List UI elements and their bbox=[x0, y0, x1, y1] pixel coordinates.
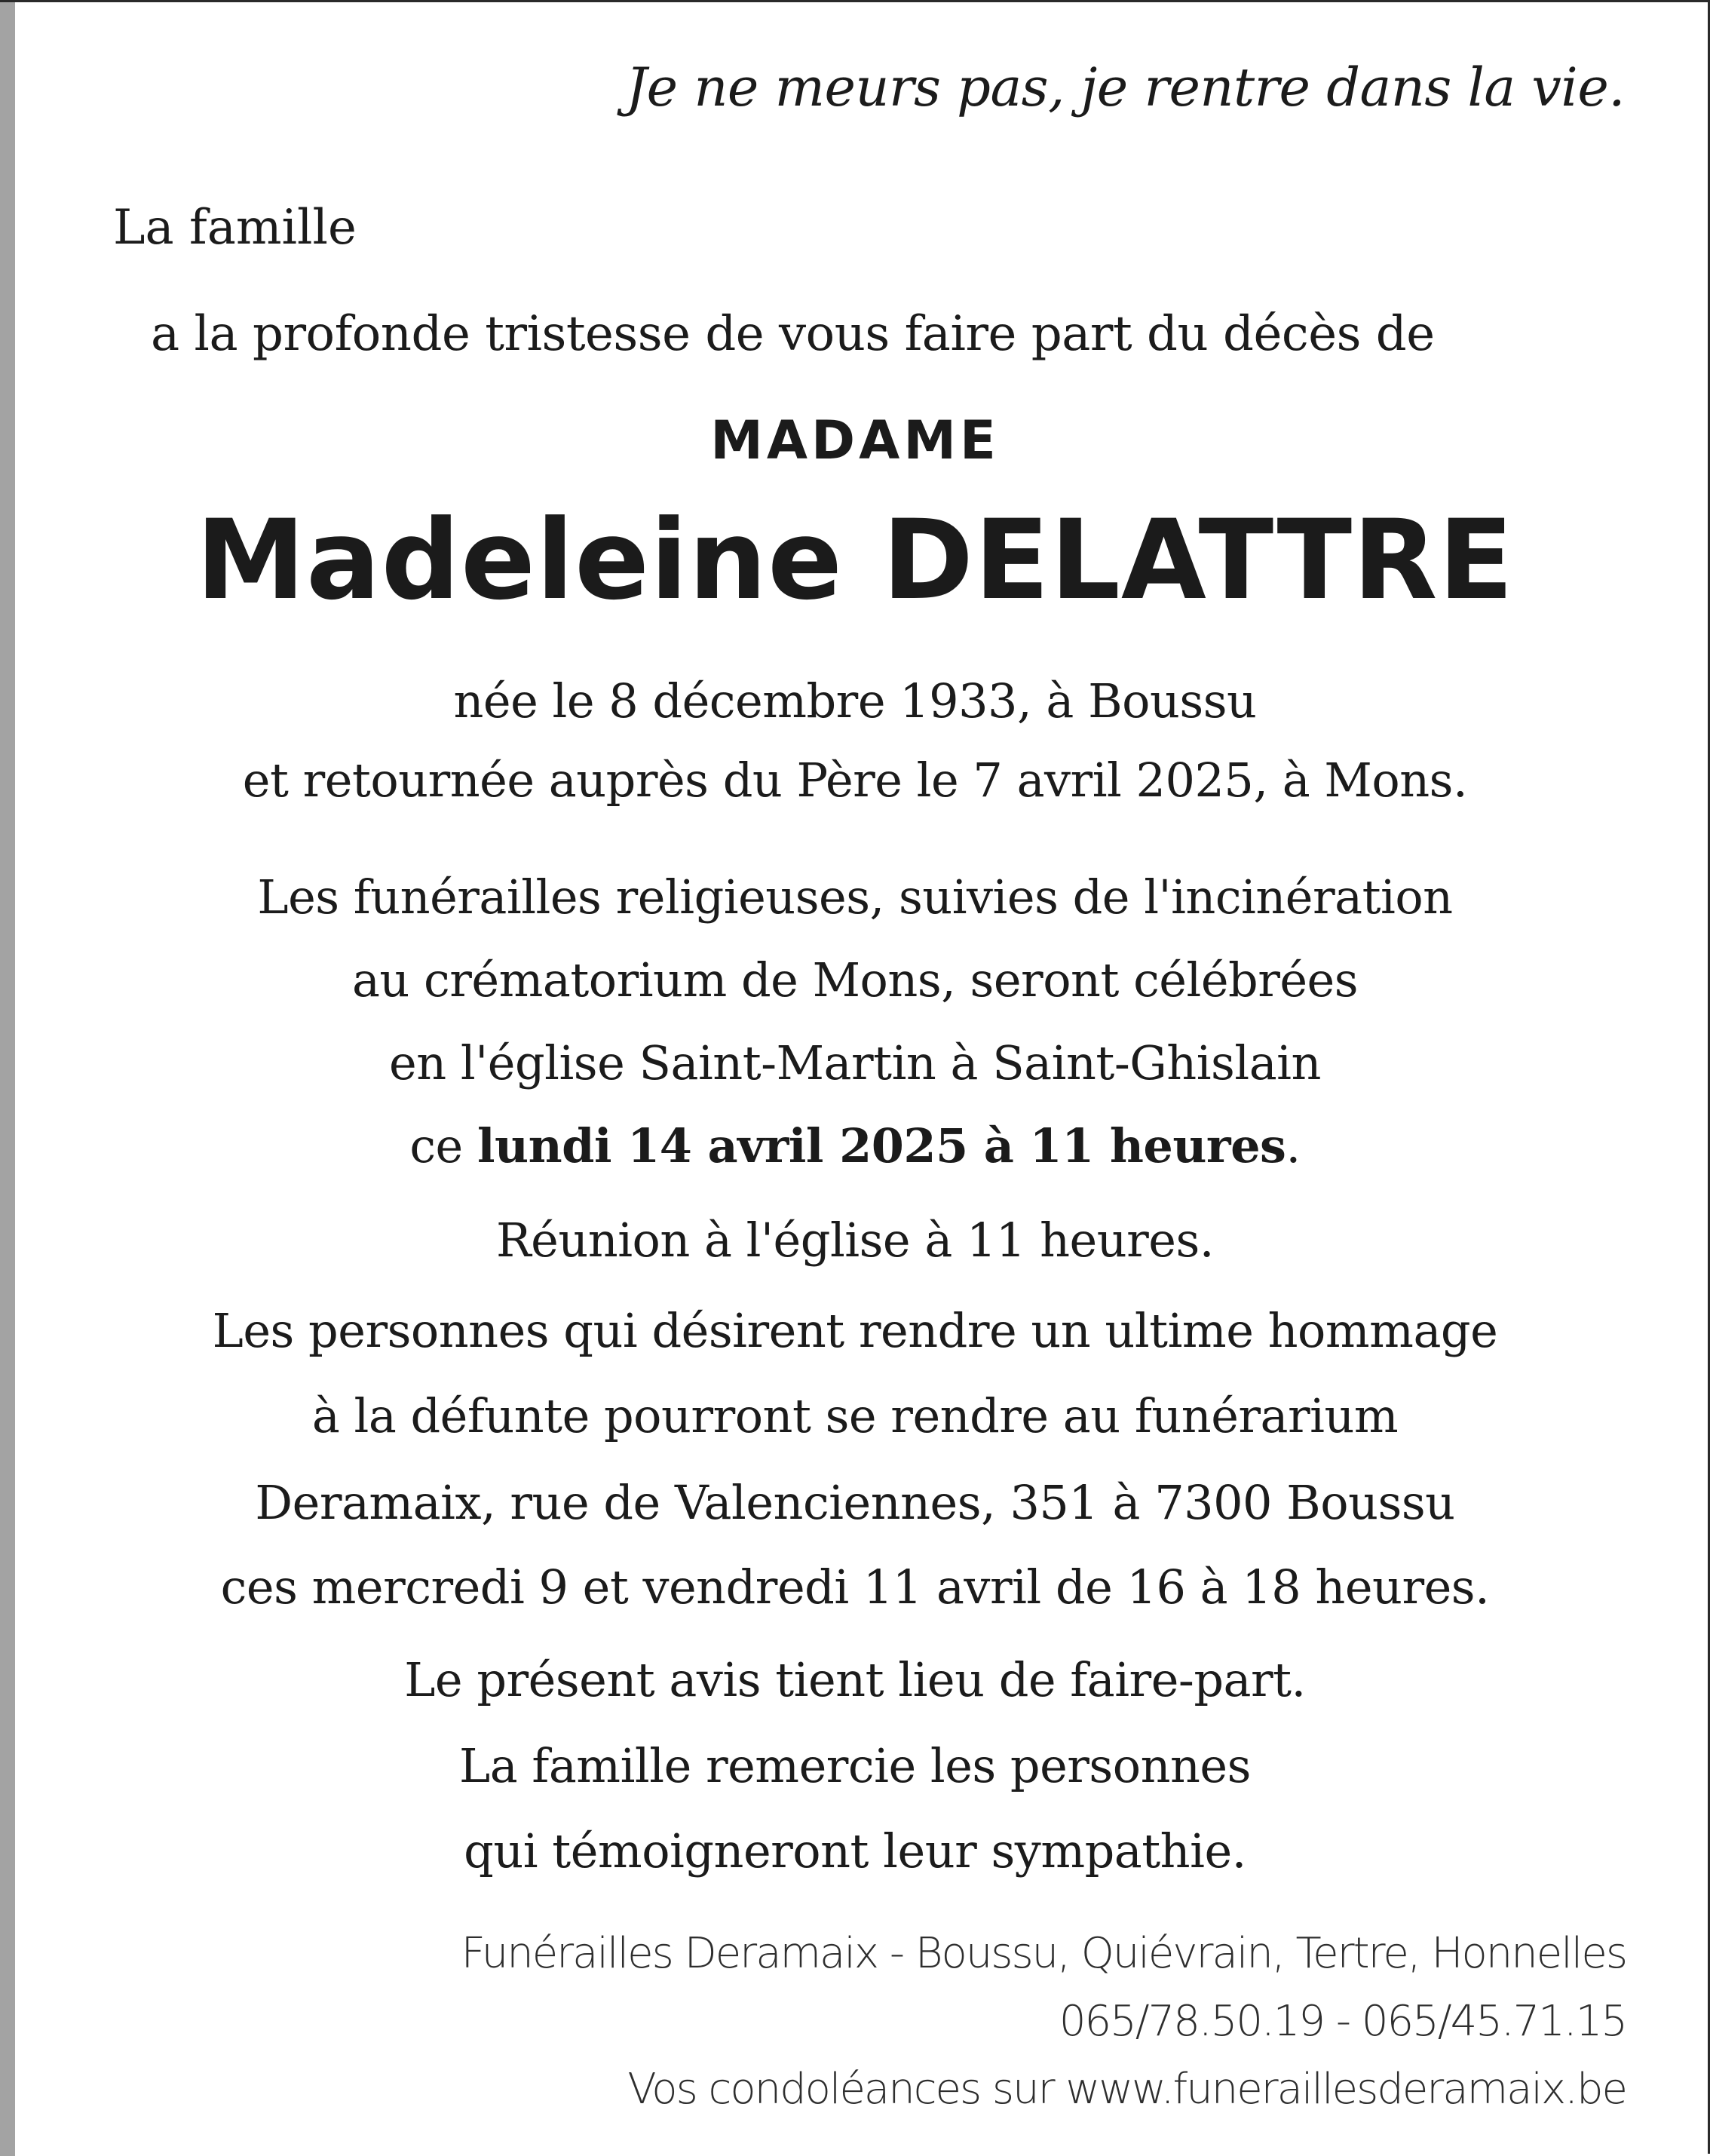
funeral-date-suffix: . bbox=[1286, 1118, 1301, 1173]
thanks-line-1: La famille remercie les personnes bbox=[459, 1738, 1251, 1793]
funeral-line-2: au crématorium de Mons, seront célébrées bbox=[351, 952, 1359, 1007]
announcement-text: a la profonde tristesse de vous faire part du décès de bbox=[151, 306, 1435, 362]
funeral-date: lundi 14 avril 2025 à 11 heures bbox=[477, 1118, 1286, 1173]
tribute-line-1: Les personnes qui désirent rendre un ultime hommage bbox=[212, 1303, 1498, 1358]
birth-date-line: née le 8 décembre 1933, à Boussu bbox=[453, 673, 1257, 728]
notice-line: Le présent avis tient lieu de faire-part. bbox=[404, 1652, 1306, 1707]
funeral-home-name: Funérailles Deramaix - Boussu, Quiévrain, Tertre, Honnelles bbox=[461, 1929, 1626, 1978]
death-date-line: et retournée auprès du Père le 7 avril 2025, à Mons. bbox=[242, 753, 1468, 808]
funeral-line-1: Les funérailles religieuses, suivies de l'incinération bbox=[257, 869, 1453, 925]
tribute-line-3: Deramaix, rue de Valenciennes, 351 à 7300 Boussu bbox=[255, 1475, 1455, 1530]
meeting-line: Réunion à l'église à 11 heures. bbox=[495, 1213, 1214, 1268]
deceased-name: Madeleine DELATTRE bbox=[195, 496, 1515, 624]
funeral-home-phones: 065/78.50.19 - 065/45.71.15 bbox=[1059, 1997, 1626, 2046]
epigraph-quote: Je ne meurs pas, je rentre dans la vie. bbox=[626, 57, 1625, 118]
funeral-line-3: en l'église Saint-Martin à Saint-Ghislain bbox=[389, 1035, 1321, 1090]
tribute-line-4: ces mercredi 9 et vendredi 11 avril de 16 à 18 heures. bbox=[220, 1559, 1490, 1615]
funeral-date-prefix: ce bbox=[409, 1118, 477, 1173]
thanks-line-2: qui témoigneront leur sympathie. bbox=[464, 1823, 1246, 1878]
condolences-website[interactable]: Vos condoléances sur www.funeraillesderamaix.be bbox=[627, 2065, 1626, 2114]
funeral-date-line bbox=[0, 1118, 1710, 1173]
family-label: La famille bbox=[113, 200, 357, 256]
deceased-title: MADAME bbox=[710, 409, 1000, 471]
tribute-line-2: à la défunte pourront se rendre au funérarium bbox=[311, 1388, 1399, 1443]
